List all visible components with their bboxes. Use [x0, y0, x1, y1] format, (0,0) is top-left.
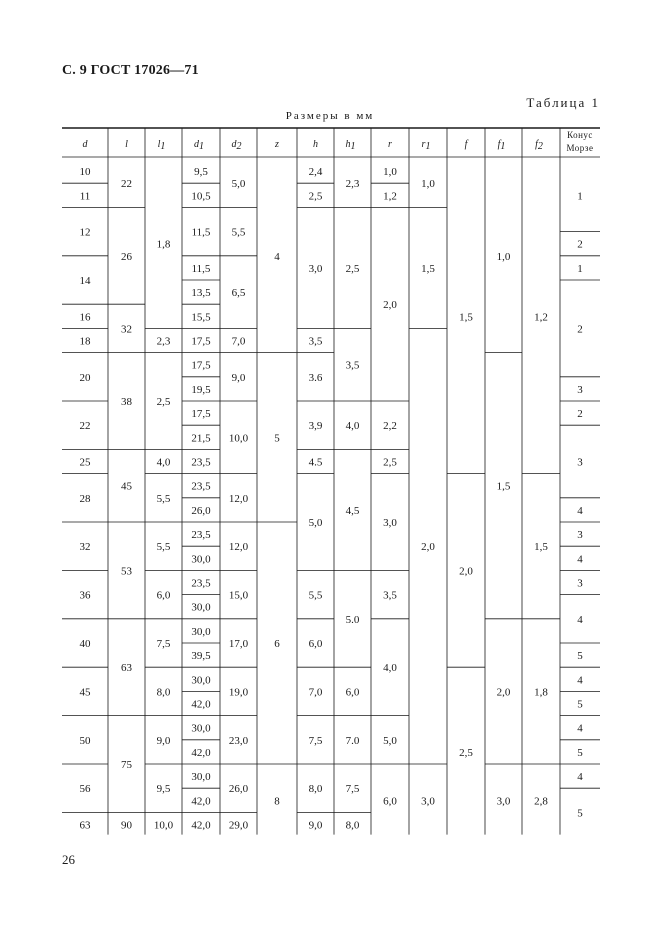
table-cell-col6: 8,0 [308, 783, 323, 796]
table-cell-col0: 20 [79, 371, 91, 384]
table-cell-col10: 2,5 [459, 746, 473, 759]
table-cell-col3: 23,5 [191, 480, 211, 493]
table-cell-col3: 11,5 [191, 226, 211, 239]
table-cell-col0: 10 [79, 166, 91, 179]
table-cell-col8: 2,0 [383, 299, 397, 312]
table-cell-col2: 6,0 [156, 589, 171, 602]
table-cell-col8: 2,2 [383, 420, 397, 433]
table-cell-col11: 3,0 [496, 795, 511, 808]
header-l1: l1 [157, 139, 166, 152]
table-cell-col13: 4 [577, 722, 583, 735]
table-cell-col4: 6,5 [231, 287, 246, 300]
table-cell-col13: 3 [577, 529, 583, 542]
table-cell-col4: 29,0 [228, 819, 249, 832]
table-cell-col13: 4 [577, 553, 583, 566]
table-cell-col2: 2,5 [156, 396, 171, 408]
header-f1: f1 [497, 139, 506, 152]
table-cell-col5: 8 [274, 795, 280, 808]
table-cell-col2: 5,5 [156, 541, 171, 554]
table-cell-col13: 1 [577, 262, 583, 275]
table-cell-col13: 2 [577, 238, 583, 251]
table-cell-col0: 28 [79, 492, 91, 505]
table-cell-col0: 56 [79, 783, 91, 796]
table-cell-col0: 11 [79, 190, 91, 203]
table-cell-col12: 1,8 [534, 686, 548, 699]
table-cell-col7: 7.0 [345, 734, 360, 747]
table-cell-col9: 2,0 [421, 541, 435, 554]
table-cell-col7: 4,0 [345, 420, 360, 433]
table-caption: Таблица 1 [526, 95, 600, 110]
table-cell-col13: 5 [577, 650, 583, 663]
table-cell-col4: 12,0 [228, 541, 249, 554]
table-cell-col10: 1,5 [459, 311, 473, 324]
table-cell-col4: 5,5 [231, 226, 246, 239]
table-cell-col6: 3.6 [308, 371, 323, 384]
header-d: d [82, 139, 88, 150]
table-cell-col4: 15,0 [228, 589, 249, 602]
table-cell-col6: 6,0 [308, 638, 323, 650]
table-cell-col13: 4 [577, 771, 583, 784]
table-cell-col6: 2,5 [308, 190, 323, 203]
table-cell-col3: 15,5 [191, 311, 211, 324]
table-cell-col8: 5,0 [383, 734, 397, 747]
header-morse-line1: Конус [567, 130, 593, 140]
table-cell-col3: 26,0 [191, 504, 211, 517]
table-cell-col6: 7,5 [308, 734, 323, 747]
header-d2: d2 [231, 139, 242, 152]
table-cell-col1: 38 [121, 396, 132, 408]
table-cell-col7: 6,0 [345, 686, 360, 699]
table-cell-col5: 4 [274, 250, 280, 263]
table-cell-col6: 4.5 [308, 456, 323, 469]
table-cell-col13: 3 [577, 577, 583, 590]
page-number: 26 [62, 852, 75, 867]
table-cell-col7: 3,5 [345, 359, 360, 372]
header-l: l [125, 139, 128, 150]
table-cell-col3: 9,5 [194, 166, 208, 179]
table-cell-col3: 21,5 [191, 432, 211, 445]
table-cell-col9: 1,0 [421, 178, 435, 191]
document-header: С. 9 ГОСТ 17026—71 [62, 63, 199, 78]
table-cell-col0: 40 [79, 638, 91, 650]
table-cell-col4: 5,0 [231, 178, 246, 191]
table-cell-col1: 75 [121, 759, 132, 771]
table-cell-col12: 1,2 [534, 311, 548, 324]
table-cell-col0: 32 [79, 541, 91, 554]
table-cell-col8: 3,0 [383, 517, 397, 529]
table-cell-col3: 30,0 [191, 553, 211, 566]
table-cell-col8: 4,0 [383, 662, 397, 675]
table-cell-col6: 5,0 [308, 517, 323, 529]
header-r1: r1 [421, 139, 431, 152]
table-cell-col10: 2,0 [459, 565, 473, 578]
table-cell-col3: 17,5 [191, 335, 211, 348]
table-cell-col13: 3 [577, 456, 583, 469]
table-cell-col2: 7,5 [156, 638, 171, 650]
table-cell-col4: 23,0 [228, 734, 249, 747]
units-note: Размеры в мм [285, 110, 375, 122]
table-cell-col1: 45 [121, 480, 132, 493]
table-cell-col8: 3,5 [383, 589, 397, 602]
table-cell-col1: 53 [121, 565, 132, 578]
table-cell-col9: 1,5 [421, 262, 435, 275]
table-cell-col13: 4 [577, 504, 583, 517]
table-cell-col2: 10,0 [153, 819, 174, 832]
table-cell-col3: 42,0 [191, 698, 211, 711]
table-cell-col5: 5 [274, 432, 280, 445]
table-cell-col13: 5 [577, 746, 583, 759]
table-cell-col1: 26 [121, 250, 132, 263]
table-cell-col3: 39,5 [191, 650, 211, 663]
header-h1: h1 [345, 139, 356, 152]
table-cell-col13: 2 [577, 408, 583, 421]
table-cell-col3: 10,5 [191, 190, 211, 203]
table-cell-col1: 63 [121, 662, 132, 675]
table-cell-col0: 12 [79, 226, 91, 239]
table-cell-col8: 6,0 [383, 795, 397, 808]
table-cell-col3: 13,5 [191, 287, 211, 300]
table-cell-col6: 7,0 [308, 686, 323, 699]
table-cell-col4: 10,0 [228, 432, 249, 445]
table-cell-col7: 8,0 [345, 819, 360, 832]
table-cell-col2: 8,0 [156, 686, 171, 699]
table-cell-col13: 1 [577, 190, 583, 203]
table-cell-col4: 12,0 [228, 492, 249, 505]
table-cell-col7: 2,5 [345, 262, 360, 275]
header-h: h [313, 139, 318, 150]
table-cell-col8: 2,5 [383, 456, 397, 469]
table-cell-col3: 23,5 [191, 577, 211, 590]
header-r: r [388, 139, 392, 150]
table-cell-col6: 3,5 [308, 335, 323, 348]
table-cell-col12: 2,8 [534, 795, 548, 808]
table-cell-col0: 36 [79, 589, 91, 602]
table-cell-col4: 26,0 [228, 783, 249, 796]
table-cell-col2: 4,0 [156, 456, 171, 469]
table-cell-col3: 23,5 [191, 529, 211, 542]
table-cell-col13: 2 [577, 323, 583, 336]
table-cell-col13: 4 [577, 613, 583, 626]
table-cell-col1: 32 [121, 323, 132, 336]
table-cell-col2: 9,5 [156, 783, 171, 796]
table-cell-col7: 4,5 [345, 504, 360, 517]
table-cell-col8: 1,0 [383, 166, 397, 179]
table-cell-col1: 22 [121, 178, 132, 191]
table-cell-col3: 19,5 [191, 383, 211, 396]
table-cell-col3: 30,0 [191, 625, 211, 638]
table-cell-col1: 90 [121, 819, 132, 832]
table-cell-col6: 9,0 [308, 819, 323, 832]
header-f: f [464, 139, 468, 150]
table-cell-col3: 42,0 [191, 746, 211, 759]
table-cell-col11: 1,0 [496, 250, 511, 263]
table-cell-col13: 5 [577, 698, 583, 711]
table-cell-col0: 25 [79, 456, 91, 469]
table-cell-col2: 9,0 [156, 734, 171, 747]
header-d1: d1 [194, 139, 204, 152]
table-cell-col3: 30,0 [191, 771, 211, 784]
header-z: z [275, 139, 279, 150]
table-cell-col0: 16 [79, 311, 91, 324]
header-morse-line2: Морзе [566, 143, 594, 153]
table-cell-col13: 5 [577, 807, 583, 820]
table-cell-col3: 30,0 [191, 722, 211, 735]
table-cell-col9: 3,0 [421, 795, 435, 808]
table-cell-col4: 9,0 [231, 371, 246, 384]
table-cell-col3: 42,0 [191, 819, 211, 832]
table-cell-col0: 63 [79, 819, 91, 832]
table-cell-col5: 6 [274, 638, 280, 650]
table-cell-col0: 50 [79, 734, 91, 747]
table-cell-col3: 17,5 [191, 408, 211, 421]
table-cell-col13: 4 [577, 674, 583, 687]
table-cell-col3: 17,5 [191, 359, 211, 372]
table-cell-col0: 45 [79, 686, 91, 699]
table-cell-col3: 23,5 [191, 456, 211, 469]
table-cell-col0: 14 [79, 275, 91, 287]
table-cell-col7: 7,5 [345, 783, 360, 796]
table-cell-col11: 1,5 [496, 480, 511, 493]
table-cell-col6: 2,4 [308, 166, 323, 179]
table-cell-col7: 5.0 [345, 613, 360, 626]
table-cell-col6: 5,5 [308, 589, 323, 602]
table-cell-col0: 22 [79, 420, 91, 433]
table-cell-col12: 1,5 [534, 541, 548, 554]
table-cell-col3: 42,0 [191, 795, 211, 808]
table-cell-col4: 19,0 [228, 686, 249, 699]
table-cell-col4: 7,0 [231, 335, 246, 348]
table-cell-col6: 3,0 [308, 262, 323, 275]
table-cell-col11: 2,0 [496, 686, 511, 699]
table-cell-col3: 11,5 [191, 262, 211, 275]
table-cell-col7: 2,3 [345, 178, 360, 191]
table-cell-col0: 18 [79, 335, 91, 348]
table-cell-col2: 1,8 [156, 238, 171, 251]
header-f2: f2 [535, 139, 543, 152]
table-cell-col13: 3 [577, 383, 583, 396]
table-cell-col2: 2,3 [156, 335, 171, 348]
table-cell-col3: 30,0 [191, 601, 211, 614]
table-cell-col4: 17,0 [228, 638, 249, 650]
table-cell-col2: 5,5 [156, 492, 171, 505]
table-cell-col3: 30,0 [191, 674, 211, 687]
table-cell-col6: 3,9 [308, 420, 323, 433]
table-cell-col8: 1,2 [383, 190, 397, 203]
